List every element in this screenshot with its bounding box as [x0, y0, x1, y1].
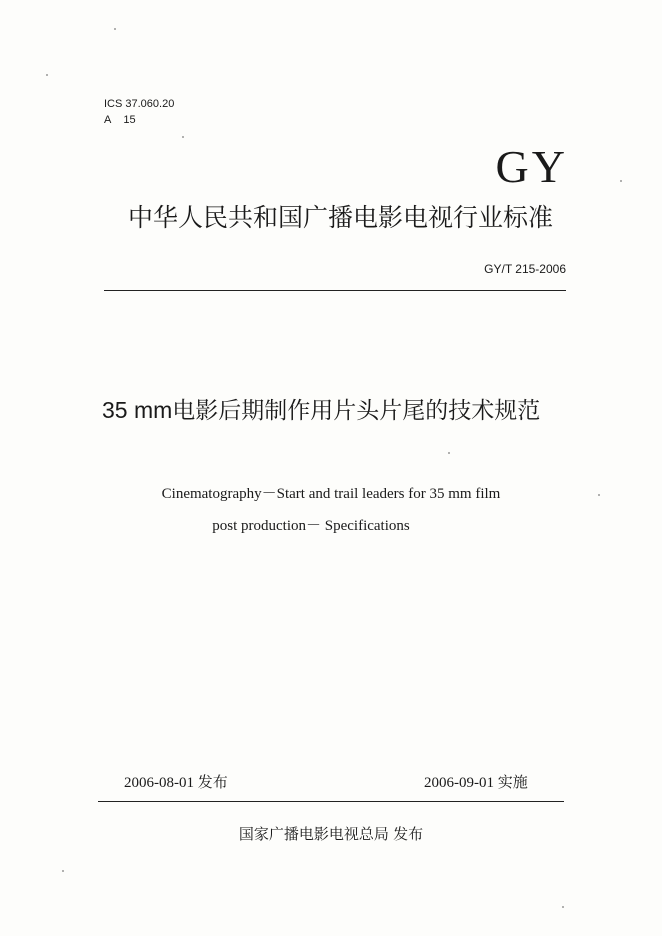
chinese-title: 35 mm电影后期制作用片头片尾的技术规范 [102, 397, 541, 423]
publisher: 国家广播电影电视总局 发布 [238, 826, 424, 843]
scan-speck [114, 28, 116, 30]
ccs-number: 15 [123, 114, 136, 126]
scan-speck [182, 136, 184, 138]
english-title-line2: post production－ Specifications [212, 518, 410, 534]
english-title [0, 478, 662, 542]
classification-block [104, 96, 174, 128]
bottom-divider [98, 801, 564, 802]
scan-speck [448, 452, 450, 454]
scan-speck [46, 74, 48, 76]
standard-number: GY/T 215-2006 [484, 262, 566, 276]
scan-speck [598, 494, 600, 496]
implementation-date: 2006-09-01 实施 [424, 775, 528, 791]
scan-speck [62, 870, 64, 872]
scan-speck [620, 180, 622, 182]
ccs-letter: A [104, 114, 112, 126]
scan-speck [562, 906, 564, 908]
ccs-code [104, 112, 174, 128]
english-title-line1: Cinematography－Start and trail leaders for 35 mm film [161, 486, 501, 502]
standard-logo: GY [495, 141, 568, 192]
org-title: 中华人民共和国广播电影电视行业标准 [128, 204, 554, 232]
issue-date: 2006-08-01 发布 [124, 775, 228, 791]
ics-code: ICS 37.060.20 [104, 98, 175, 110]
top-divider [104, 290, 566, 291]
